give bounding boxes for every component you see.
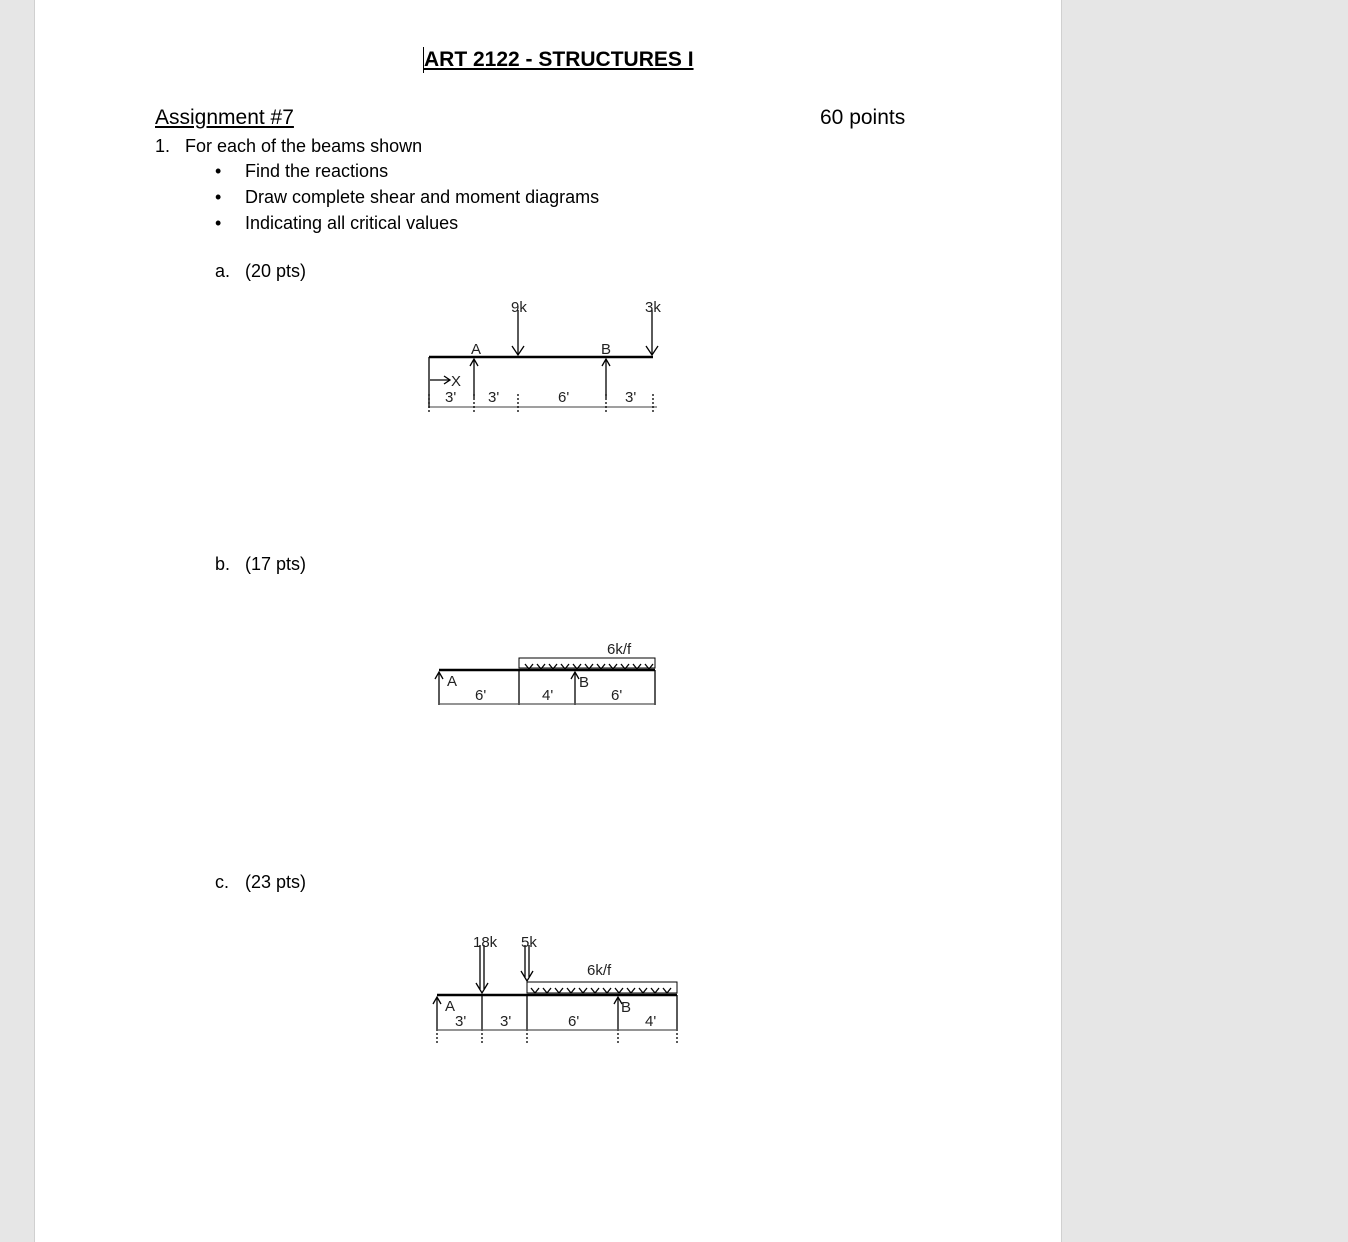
beam-diagram-a (415, 290, 675, 420)
span-label: 6' (568, 1013, 580, 1030)
total-points: 60 points (820, 106, 906, 129)
distributed-load-label: 6k/f (587, 962, 612, 979)
support-label: A (445, 998, 456, 1015)
part-b-label: b. (215, 554, 231, 574)
load-label: 9k (511, 299, 527, 316)
span-label: 3' (445, 389, 457, 406)
span-label: 3' (488, 389, 500, 406)
bullet-icon: • (215, 161, 222, 181)
span-label: 3' (455, 1013, 467, 1030)
document-page (34, 0, 1062, 1242)
load-label: 5k (521, 934, 537, 951)
part-c-label: c. (215, 872, 230, 892)
span-label: 3' (625, 389, 637, 406)
question-number: 1. (155, 136, 171, 156)
assignment-heading: Assignment #7 (155, 106, 294, 129)
span-label: 6' (558, 389, 570, 406)
support-label: A (471, 341, 482, 358)
bullet-item: Find the reactions (245, 161, 389, 181)
x-marker-label: X (451, 373, 462, 390)
bullet-icon: • (215, 213, 222, 233)
span-label: 6' (611, 687, 623, 704)
distributed-load-label: 6k/f (607, 641, 632, 658)
part-a-points: (20 pts) (245, 261, 307, 281)
beam-diagram-c (425, 925, 695, 1050)
question-text: For each of the beams shown (185, 136, 423, 156)
support-label: B (579, 674, 590, 691)
bullet-icon: • (215, 187, 222, 207)
span-label: 4' (542, 687, 554, 704)
bullet-item: Indicating all critical values (245, 213, 459, 233)
load-label: 3k (645, 299, 661, 316)
part-a-label: a. (215, 261, 231, 281)
part-c-points: (23 pts) (245, 872, 307, 892)
support-label: A (447, 673, 458, 690)
beam-diagram-b (425, 630, 665, 730)
span-label: 4' (645, 1013, 657, 1030)
load-label: 18k (473, 934, 498, 951)
support-label: B (621, 999, 632, 1016)
span-label: 6' (475, 687, 487, 704)
span-label: 3' (500, 1013, 512, 1030)
part-b-points: (17 pts) (245, 554, 307, 574)
bullet-item: Draw complete shear and moment diagrams (245, 187, 600, 207)
document-title: ART 2122 - STRUCTURES I (424, 48, 694, 71)
support-label: B (601, 341, 612, 358)
